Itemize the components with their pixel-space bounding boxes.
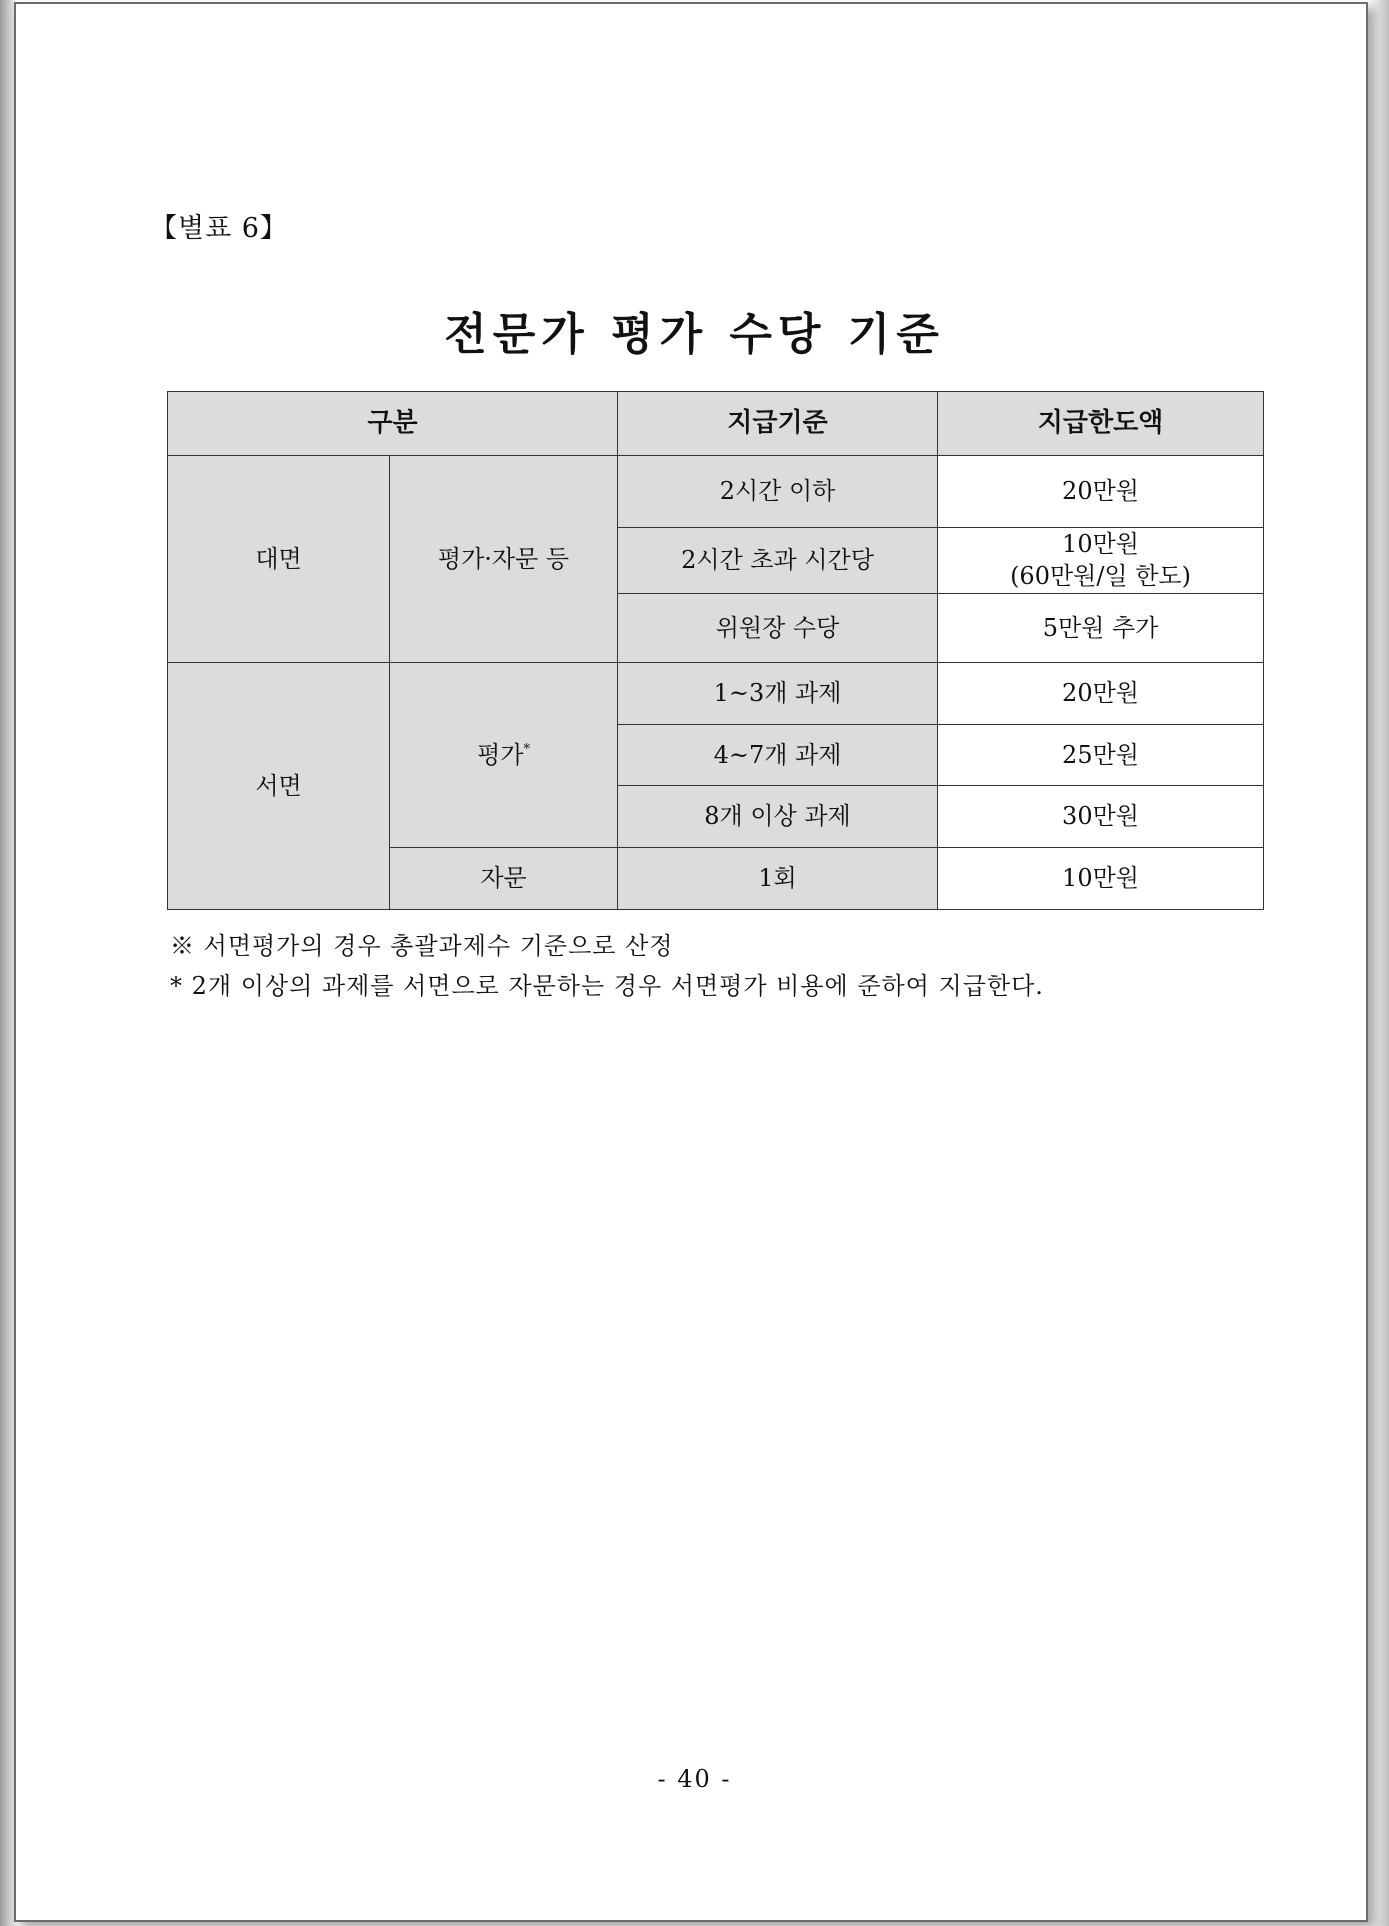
appendix-label: 【별표 6】 <box>150 213 288 244</box>
document-title: 전문가 평가 수당 기준 <box>444 309 945 360</box>
basis-cell: 2시간 초과 시간당 <box>618 528 938 594</box>
limit-cell: 5만원 추가 <box>938 593 1264 662</box>
limit-cell <box>938 528 1264 594</box>
header-basis: 지급기준 <box>618 392 938 456</box>
subcategory-evaluation <box>390 662 618 847</box>
category-written: 서면 <box>168 662 390 909</box>
limit-cell: 20만원 <box>938 456 1264 528</box>
basis-cell: 위원장 수당 <box>618 593 938 662</box>
basis-cell: 8개 이상 과제 <box>618 785 938 847</box>
limit-amount: 10만원 <box>1062 530 1139 558</box>
subcategory-consulting: 자문 <box>390 847 618 909</box>
limit-cell: 30만원 <box>938 785 1264 847</box>
table-row <box>168 456 1264 528</box>
allowance-criteria-table <box>167 391 1264 910</box>
limit-cell: 10만원 <box>938 847 1264 909</box>
note-total-projects: ※ 서면평가의 경우 총괄과제수 기준으로 산정 <box>170 932 674 960</box>
header-category: 구분 <box>168 392 618 456</box>
basis-cell: 1회 <box>618 847 938 909</box>
evaluation-label: 평가 <box>477 740 524 769</box>
limit-note: (60만원/일 한도) <box>1010 562 1191 591</box>
page-number: - 40 - <box>657 1765 732 1793</box>
footnote-mark: * <box>523 741 530 757</box>
subcategory-eval-consult: 평가·자문 등 <box>390 456 618 663</box>
limit-cell: 20만원 <box>938 662 1264 724</box>
table-header-row <box>168 392 1264 456</box>
category-face-to-face: 대면 <box>168 456 390 663</box>
document-page <box>14 2 1368 1922</box>
page-edge-right <box>1367 0 1389 1926</box>
header-limit: 지급한도액 <box>938 392 1264 456</box>
table-row <box>168 662 1264 724</box>
basis-cell: 2시간 이하 <box>618 456 938 528</box>
basis-cell: 4~7개 과제 <box>618 724 938 785</box>
limit-cell: 25만원 <box>938 724 1264 785</box>
note-written-consulting: * 2개 이상의 과제를 서면으로 자문하는 경우 서면평가 비용에 준하여 지급한다. <box>170 972 1044 1000</box>
basis-cell: 1~3개 과제 <box>618 662 938 724</box>
